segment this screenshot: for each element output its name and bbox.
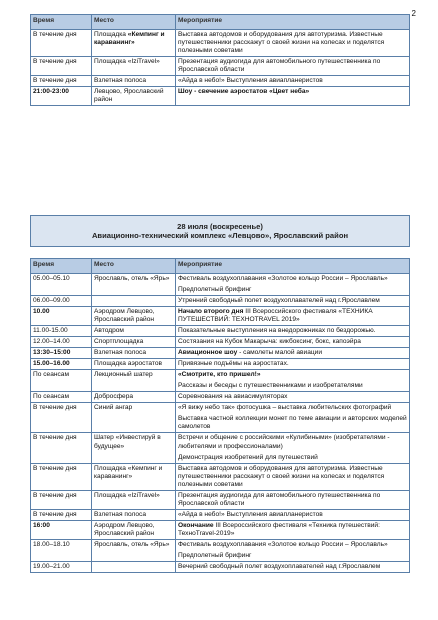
cell-place: Левцово, Ярославский район	[92, 87, 176, 106]
cell-time: По сеансам	[31, 392, 92, 403]
cell-place: Ярославль, отель «Ярь»	[92, 539, 176, 561]
place-text: Площадка	[94, 31, 128, 38]
event-bold: Авиационное шоу	[178, 349, 238, 357]
header-place: Место	[92, 259, 176, 274]
event-bold: «Смотрите, кто пришел!»	[178, 371, 261, 379]
header-time: Время	[31, 259, 92, 274]
event-line: Предполетный брифинг	[178, 551, 252, 559]
event-line: Встречи и общение с российскими «Кулибиными» (изобретателями - любителями и профессионалами)	[178, 434, 390, 450]
table-row	[31, 433, 410, 463]
cell-place: Шатер «Инвестируй в будущее»	[92, 433, 176, 463]
cell-event	[176, 520, 410, 539]
table-row	[31, 307, 410, 326]
cell-event: Соревнования на авиасимуляторах	[176, 392, 410, 403]
event-line: Фестиваль воздухоплавания «Золотое кольцо России – Ярославль»	[178, 275, 388, 282]
cell-event	[176, 274, 410, 296]
table-row	[31, 30, 410, 57]
cell-place: Площадка аэростатов	[92, 359, 176, 370]
cell-time: 18.00–18.10	[31, 539, 92, 561]
cell-time: 05.00–05.10	[31, 274, 92, 296]
cell-event: Вечерний свободный полет воздухоплавателей над г.Ярославлем	[176, 561, 410, 572]
table-row	[31, 403, 410, 433]
cell-place: Взлетная полоса	[92, 348, 176, 359]
place-text-bold: «Кемпинг и караванинг»	[94, 31, 165, 47]
table-row	[31, 348, 410, 359]
table-row	[31, 463, 410, 490]
cell-event: «Айда в небо!» Выступления авиапланеристов	[176, 76, 410, 87]
cell-time: В течение дня	[31, 57, 92, 76]
cell-place: Синий ангар	[92, 403, 176, 433]
cell-place: Площадка «Кемпинг и караванинг»	[92, 463, 176, 490]
banner-date: 28 июля (воскресенье)	[177, 222, 263, 231]
cell-time: В течение дня	[31, 463, 92, 490]
header-event: Мероприятие	[176, 259, 410, 274]
cell-time: 16:00	[31, 520, 92, 539]
cell-time: В течение дня	[31, 30, 92, 57]
cell-time: 06.00–09.00	[31, 296, 92, 307]
event-text: III Всероссийского фестиваля «Техника путешествий: ТехноTravel-2019»	[178, 521, 380, 537]
cell-event: Презентация аудиогида для автомобильного путешественника по Ярославской области	[176, 57, 410, 76]
cell-event: Выставка автодомов и оборудования для автотуризма. Известные путешественники расскажут о своей жизни на колесах и поделятся полезными советами	[176, 463, 410, 490]
cell-time: По сеансам	[31, 370, 92, 392]
day-banner	[30, 215, 410, 247]
table-header-row	[31, 15, 410, 30]
cell-place: Добросфера	[92, 392, 176, 403]
cell-event: Привязные подъёмы на аэростатах.	[176, 359, 410, 370]
cell-place	[92, 561, 176, 572]
event-bold: Окончание	[178, 521, 214, 529]
cell-place: Взлетная полоса	[92, 76, 176, 87]
cell-time: В течение дня	[31, 490, 92, 509]
cell-time: 10.00	[31, 307, 92, 326]
cell-place	[92, 296, 176, 307]
table-row	[31, 490, 410, 509]
event-line: Фестиваль воздухоплавания «Золотое кольцо России – Ярославль»	[178, 540, 388, 548]
cell-event: Состязания на Кубок Макарыча: кикбоксинг, бокс, капоэйра	[176, 337, 410, 348]
cell-place: Ярославль, отель «Ярь»	[92, 274, 176, 296]
page-number: 2	[411, 9, 416, 18]
table-row	[31, 509, 410, 520]
cell-time: 13:30–15:00	[31, 348, 92, 359]
table-row	[31, 520, 410, 539]
cell-time: В течение дня	[31, 403, 92, 433]
cell-place: Автодром	[92, 326, 176, 337]
cell-time: В течение дня	[31, 433, 92, 463]
schedule-table-1	[30, 14, 410, 106]
table-row	[31, 392, 410, 403]
cell-place: Лекционный шатер	[92, 370, 176, 392]
event-text: - самолеты малой авиации	[237, 349, 323, 357]
cell-event	[176, 539, 410, 561]
cell-place: Аэродром Левцово, Ярославский район	[92, 520, 176, 539]
cell-event	[176, 403, 410, 433]
header-time: Время	[31, 15, 92, 30]
table-row	[31, 57, 410, 76]
cell-time: 12.00–14.00	[31, 337, 92, 348]
event-bold: Начало второго дня	[178, 308, 244, 316]
event-line: Выставка частной коллекции монет по теме авиации и авторских моделей самолетов	[178, 415, 407, 431]
cell-place: Спортплощадка	[92, 337, 176, 348]
cell-time: 11.00-15.00	[31, 326, 92, 337]
cell-event: Показательные выступления на внедорожниках по бездорожью.	[176, 326, 410, 337]
table-row	[31, 359, 410, 370]
table-row	[31, 370, 410, 392]
header-place: Место	[92, 15, 176, 30]
cell-time: В течение дня	[31, 76, 92, 87]
table-row	[31, 76, 410, 87]
cell-event: Утренний свободный полет воздухоплавателей над г.Ярославлем	[176, 296, 410, 307]
cell-time: 15.00–16.00	[31, 359, 92, 370]
event-text: III Всероссийского фестиваля «ТЕХНИКА ПУТЕШЕСТВИЙ: TEXHOTRAVEL 2019»	[178, 308, 373, 324]
table-row	[31, 87, 410, 106]
cell-event: «Айда в небо!» Выступления авиапланеристов	[176, 509, 410, 520]
cell-event	[176, 433, 410, 463]
banner-venue: Авиационно-технический комплекс «Левцово», Ярославский район	[91, 231, 349, 241]
table-row	[31, 561, 410, 572]
cell-place: Взлетная полоса	[92, 509, 176, 520]
table-row	[31, 539, 410, 561]
cell-event	[176, 370, 410, 392]
cell-event: Шоу - свечение аэростатов «Цвет неба»	[176, 87, 410, 106]
cell-place: Площадка «IziTravel»	[92, 490, 176, 509]
cell-place: Аэродром Левцово, Ярославский район	[92, 307, 176, 326]
cell-event: Презентация аудиогида для автомобильного путешественника по Ярославской области	[176, 490, 410, 509]
schedule-table-2	[30, 258, 410, 573]
cell-time: 19.00–21.00	[31, 561, 92, 572]
table-row	[31, 274, 410, 296]
cell-time: В течение дня	[31, 509, 92, 520]
cell-event	[176, 307, 410, 326]
event-line: Демонстрация изобретений для путешествий	[178, 453, 318, 461]
event-line: «Я вижу небо так» фотосушка – выставка любительских фотографий	[178, 404, 392, 412]
table-header-row	[31, 259, 410, 274]
cell-time: 21:00-23:00	[31, 87, 92, 106]
cell-event	[176, 348, 410, 359]
cell-place: Площадка «IziTravel»	[92, 57, 176, 76]
header-event: Мероприятие	[176, 15, 410, 30]
table-row	[31, 337, 410, 348]
table-row	[31, 326, 410, 337]
cell-event: Выставка автодомов и оборудования для автотуризма. Известные путешественники расскажут о своей жизни на колесах и поделятся полезными советами	[176, 30, 410, 57]
event-line: Рассказы и беседы с путешественниками и изобретателями	[178, 382, 363, 390]
event-line: Предполетный брифинг	[178, 286, 252, 294]
cell-place	[92, 30, 176, 57]
table-row	[31, 296, 410, 307]
